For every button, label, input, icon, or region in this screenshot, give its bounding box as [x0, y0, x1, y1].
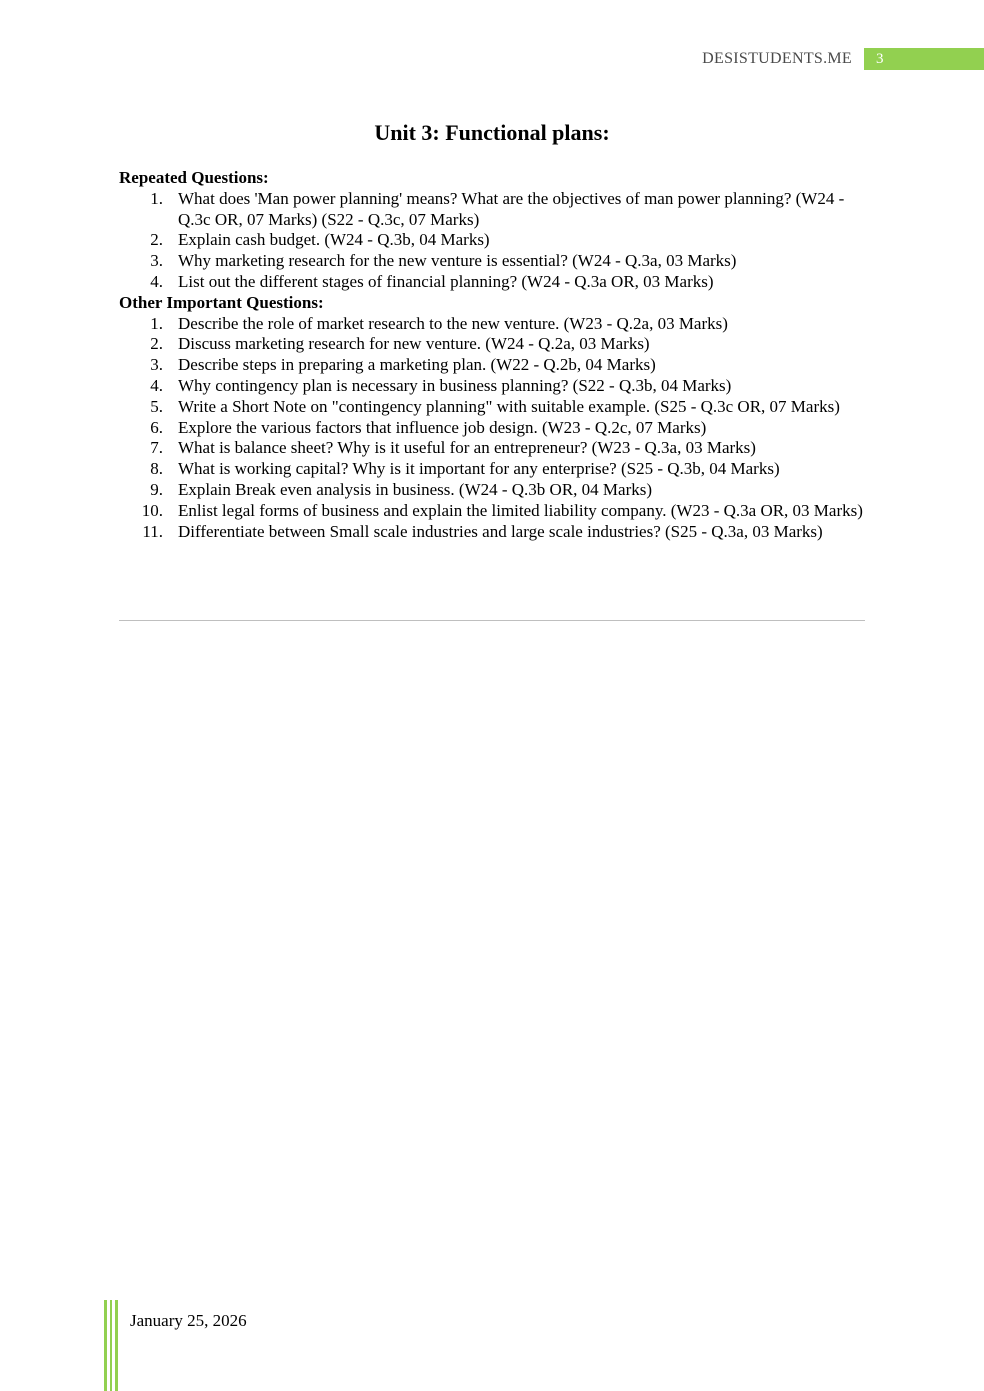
section-divider — [119, 620, 865, 621]
item-number: 7. — [150, 438, 163, 458]
item-text: Explain cash budget. (W24 - Q.3b, 04 Marks) — [178, 230, 490, 250]
item-text: Explain Break even analysis in business. (W24 - Q.3b OR, 04 Marks) — [178, 479, 653, 499]
accent-bar — [104, 1300, 107, 1391]
item-text: Write a Short Note on "contingency planning" with suitable example. (S25 - Q.3c OR, 07 Marks) — [178, 396, 840, 416]
item-number: 4. — [150, 271, 163, 291]
item-number: 5. — [150, 396, 163, 416]
item-number: 6. — [150, 417, 163, 437]
item-number: 4. — [150, 375, 163, 395]
site-name: DESISTUDENTS.ME — [702, 50, 852, 67]
item-text: What does 'Man power planning' means? What are the objectives of man power planning? (W24 - Q.3c OR, 07 Marks) (S22 - Q.3c, 07 Marks) — [178, 188, 845, 229]
item-text: Differentiate between Small scale industries and large scale industries? (S25 - Q.3a, 03 Marks) — [178, 521, 823, 541]
section-heading-other: Other Important Questions: — [119, 292, 324, 312]
section-heading-repeated: Repeated Questions: — [119, 168, 269, 187]
list-item — [119, 418, 864, 439]
item-text: Why contingency plan is necessary in business planning? (S22 - Q.3b, 04 Marks) — [178, 375, 732, 395]
list-item — [119, 251, 864, 272]
item-text: What is balance sheet? Why is it useful for an entrepreneur? (W23 - Q.3a, 03 Marks) — [178, 438, 756, 458]
list-item — [119, 376, 864, 397]
item-number: 3. — [150, 251, 163, 271]
list-item — [119, 459, 864, 480]
list-item — [119, 334, 864, 355]
item-text: List out the different stages of financial planning? (W24 - Q.3a OR, 03 Marks) — [178, 271, 714, 291]
item-text: What is working capital? Why is it important for any enterprise? (S25 - Q.3b, 04 Marks) — [178, 459, 780, 479]
repeated-questions-list — [119, 189, 864, 293]
list-item — [119, 397, 864, 418]
item-number: 9. — [150, 479, 163, 499]
list-item — [119, 230, 864, 251]
item-text: Describe the role of market research to the new venture. (W23 - Q.2a, 03 Marks) — [178, 313, 728, 333]
item-number: 3. — [150, 355, 163, 375]
item-number: 1. — [150, 313, 163, 333]
accent-bar — [110, 1300, 113, 1391]
list-item — [119, 189, 864, 231]
accent-bar — [115, 1300, 118, 1391]
item-number: 2. — [150, 334, 163, 354]
list-item — [119, 480, 864, 501]
list-item — [119, 501, 864, 522]
item-text: Discuss marketing research for new venture. (W24 - Q.2a, 03 Marks) — [178, 334, 650, 354]
item-text: Enlist legal forms of business and explain the limited liability company. (W23 - Q.3a OR, 03 Marks) — [178, 500, 863, 520]
item-number: 1. — [150, 188, 163, 208]
question-content — [119, 168, 864, 542]
list-item — [119, 272, 864, 293]
list-item — [119, 355, 864, 376]
list-item — [119, 314, 864, 335]
item-number: 8. — [150, 459, 163, 479]
item-number: 10. — [141, 500, 163, 520]
other-questions-list — [119, 314, 864, 543]
item-number: 11. — [142, 521, 163, 541]
item-number: 2. — [150, 230, 163, 250]
item-text: Describe steps in preparing a marketing plan. (W22 - Q.2b, 04 Marks) — [178, 355, 656, 375]
list-item — [119, 522, 864, 543]
page-title: Unit 3: Functional plans: — [374, 120, 610, 145]
item-text: Why marketing research for the new venture is essential? (W24 - Q.3a, 03 Marks) — [178, 251, 737, 271]
page-header — [702, 48, 984, 70]
footer-date: January 25, 2026 — [130, 1311, 247, 1330]
page-number: 3 — [864, 48, 984, 70]
list-item — [119, 438, 864, 459]
item-text: Explore the various factors that influence job design. (W23 - Q.2c, 07 Marks) — [178, 417, 707, 437]
footer-accent-bars — [104, 1300, 118, 1391]
